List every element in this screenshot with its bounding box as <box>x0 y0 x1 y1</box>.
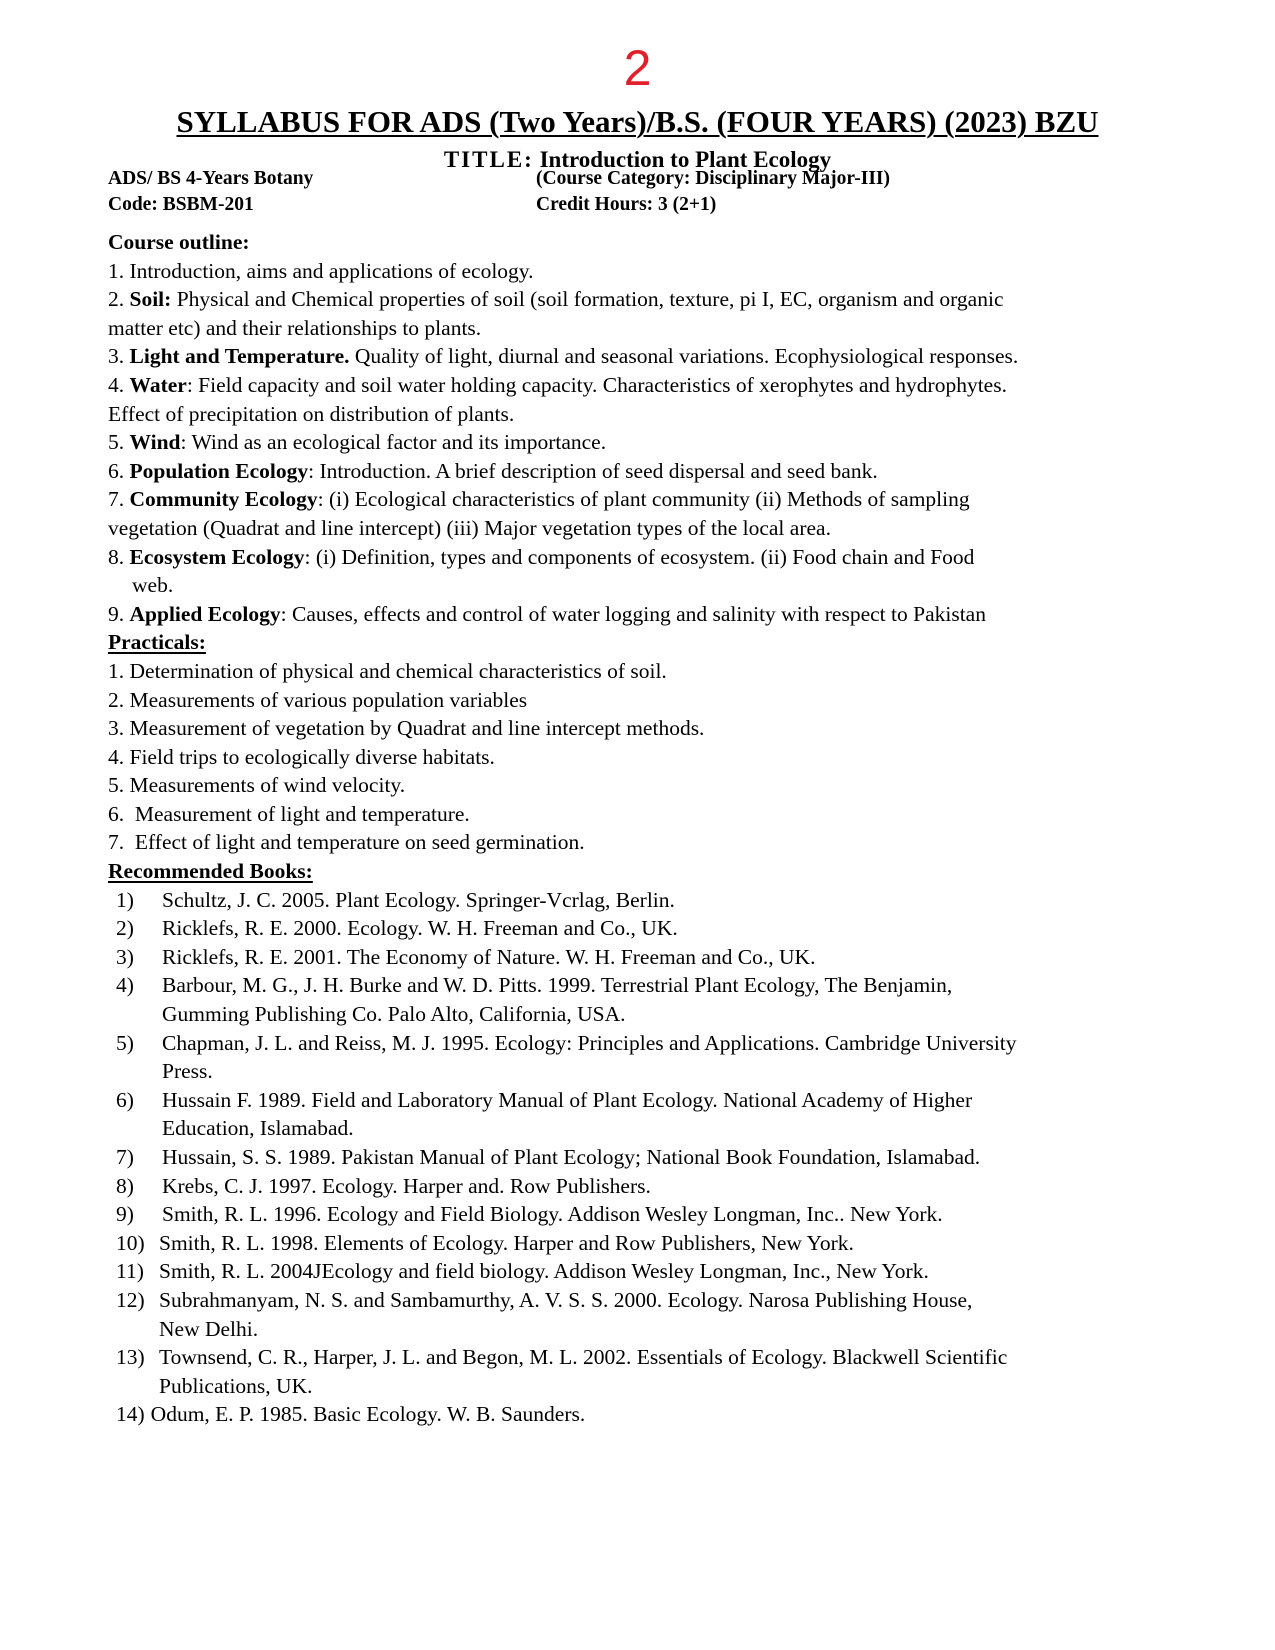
outline-item-8: 8. Ecosystem Ecology: (i) Definition, types and components of ecosystem. (ii) Food chain and Food <box>108 544 975 569</box>
book-item-2: 2) Ricklefs, R. E. 2000. Ecology. W. H. Freeman and Co., UK. <box>116 916 678 941</box>
book-item-12-cont: New Delhi. <box>159 1316 259 1341</box>
book-item-4-cont: Gumming Publishing Co. Palo Alto, California, USA. <box>162 1002 626 1027</box>
book-item-5: 5) Chapman, J. L. and Reiss, M. J. 1995. Ecology: Principles and Applications. Cambridge University <box>116 1030 1017 1055</box>
book-item-7: 7) Hussain, S. S. 1989. Pakistan Manual of Plant Ecology; National Book Foundation, Islamabad. <box>116 1145 981 1169</box>
outline-item-4: 4. Water: Field capacity and soil water holding capacity. Characteristics of xerophytes and hydrophytes. <box>108 372 1007 397</box>
book-item-6: 6) Hussain F. 1989. Field and Laboratory Manual of Plant Ecology. National Academy of Higher <box>116 1087 973 1112</box>
book-item-3: 3) Ricklefs, R. E. 2001. The Economy of Nature. W. H. Freeman and Co., UK. <box>116 944 816 969</box>
practical-item-3: 3. Measurement of vegetation by Quadrat and line intercept methods. <box>108 716 705 741</box>
course-title-label: TITLE: <box>443 147 534 172</box>
credit-hours: Credit Hours: 3 (2+1) <box>536 194 717 215</box>
practical-item-1: 1. Determination of physical and chemical characteristics of soil. <box>108 658 667 683</box>
outline-item-9: 9. Applied Ecology: Causes, effects and control of water logging and salinity with respect to Pakistan <box>108 601 986 626</box>
practicals-heading: Practicals: <box>108 630 206 655</box>
course-outline-heading: Course outline: <box>108 230 250 254</box>
syllabus-title <box>0 104 1275 140</box>
course-category: (Course Category: Disciplinary Major-III) <box>536 168 890 189</box>
page-number: 2 <box>623 40 652 96</box>
book-item-14: 14) Odum, E. P. 1985. Basic Ecology. W. B. Saunders. <box>116 1402 586 1427</box>
book-item-1: 1) Schultz, J. C. 2005. Plant Ecology. Springer-Vcrlag, Berlin. <box>116 887 675 912</box>
outline-item-7-cont: vegetation (Quadrat and line intercept) (iii) Major vegetation types of the local area. <box>108 515 831 540</box>
outline-item-2-cont: matter etc) and their relationships to plants. <box>108 315 482 340</box>
book-item-11: 11) Smith, R. L. 2004JEcology and field biology. Addison Wesley Longman, Inc., New York. <box>116 1259 929 1284</box>
book-item-9: 9) Smith, R. L. 1996. Ecology and Field Biology. Addison Wesley Longman, Inc.. New York. <box>116 1202 943 1227</box>
practical-item-7: 7. Effect of light and temperature on seed germination. <box>108 830 585 855</box>
book-item-13: 13) Townsend, C. R., Harper, J. L. and Begon, M. L. 2002. Essentials of Ecology. Blackwell Scientific <box>116 1345 1008 1370</box>
practical-item-5: 5. Measurements of wind velocity. <box>108 773 406 798</box>
recommended-books-heading: Recommended Books: <box>108 859 313 884</box>
course-code: Code: BSBM-201 <box>108 194 254 215</box>
program-label: ADS/ BS 4-Years Botany <box>108 168 314 189</box>
course-title-text: Introduction to Plant Ecology <box>539 147 832 172</box>
syllabus-body <box>108 228 1173 1429</box>
book-item-5-cont: Press. <box>162 1059 213 1084</box>
book-item-12: 12) Subrahmanyam, N. S. and Sambamurthy, A. V. S. S. 2000. Ecology. Narosa Publishing House, <box>116 1287 973 1312</box>
outline-item-8-cont: web. <box>132 573 174 598</box>
practical-item-6: 6. Measurement of light and temperature. <box>108 801 470 826</box>
syllabus-title-text: SYLLABUS FOR ADS (Two Years)/B.S. (FOUR YEARS) (2023) BZU <box>176 104 1099 139</box>
book-item-6-cont: Education, Islamabad. <box>162 1116 354 1141</box>
book-item-8: 8) Krebs, C. J. 1997. Ecology. Harper and. Row Publishers. <box>116 1173 651 1198</box>
outline-item-7: 7. Community Ecology: (i) Ecological characteristics of plant community (ii) Methods of sampling <box>108 487 970 512</box>
outline-item-6: 6. Population Ecology: Introduction. A brief description of seed dispersal and seed bank. <box>108 458 878 483</box>
outline-item-3: 3. Light and Temperature. Quality of light, diurnal and seasonal variations. Ecophysiological responses. <box>108 344 1019 369</box>
practical-item-4: 4. Field trips to ecologically diverse habitats. <box>108 744 495 769</box>
book-item-10: 10) Smith, R. L. 1998. Elements of Ecology. Harper and Row Publishers, New York. <box>116 1230 854 1255</box>
outline-item-1: 1. Introduction, aims and applications of ecology. <box>108 258 534 283</box>
outline-item-4-cont: Effect of precipitation on distribution of plants. <box>108 401 515 426</box>
outline-item-2: 2. Soil: Physical and Chemical properties of soil (soil formation, texture, pi I, EC, organism and organic <box>108 287 1004 312</box>
practical-item-2: 2. Measurements of various population variables <box>108 687 528 712</box>
book-item-13-cont: Publications, UK. <box>159 1373 313 1398</box>
book-item-4: 4) Barbour, M. G., J. H. Burke and W. D. Pitts. 1999. Terrestrial Plant Ecology, The Benjamin, <box>116 973 953 998</box>
outline-item-5: 5. Wind: Wind as an ecological factor and its importance. <box>108 430 607 455</box>
